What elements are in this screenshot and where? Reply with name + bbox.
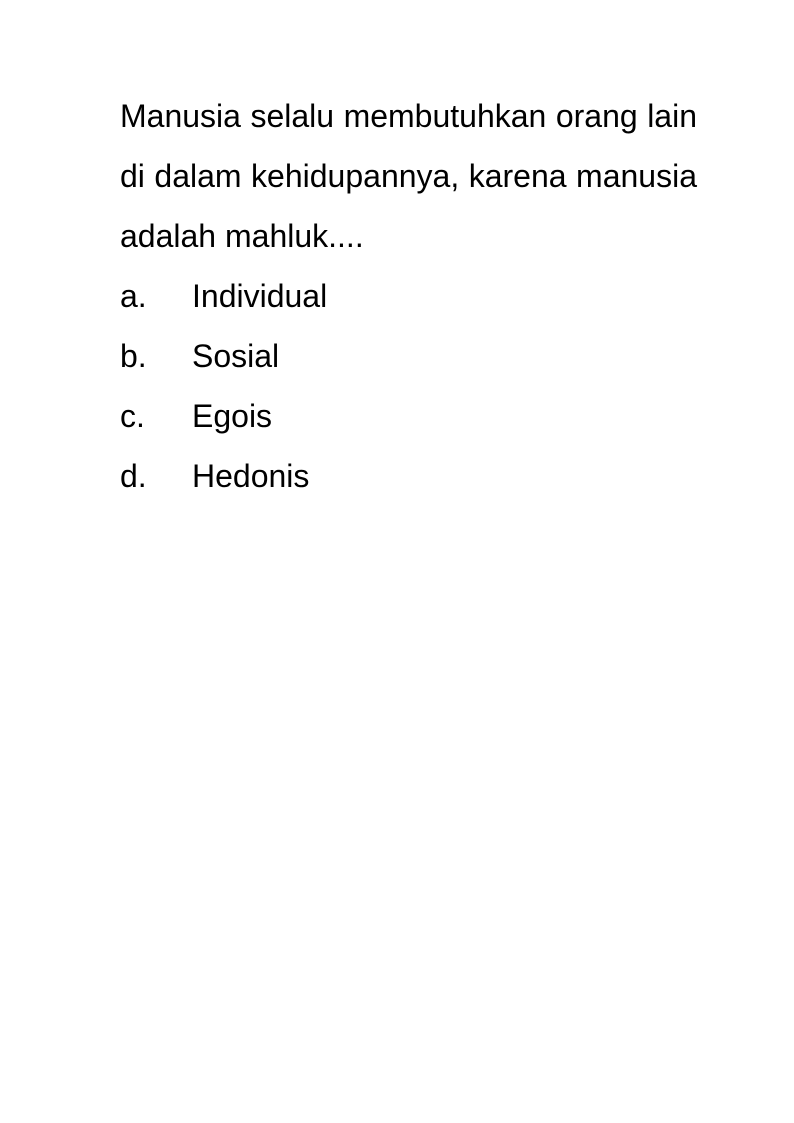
option-b [120,326,697,386]
question-text: Manusia selalu membutuhkan orang lain di dalam kehidupannya, karena manusia adalah mahluk.... [120,98,697,254]
answer-options [120,266,697,506]
option-d [120,446,697,506]
option-text: Individual [192,278,328,314]
option-text: Sosial [192,338,280,374]
option-letter: a. [120,278,147,314]
option-letter: d. [120,458,147,494]
option-c [120,386,697,446]
option-text: Hedonis [192,458,310,494]
option-text: Egois [192,398,273,434]
option-letter: b. [120,338,147,374]
option-a [120,266,697,326]
question-block [120,86,697,506]
option-letter: c. [120,398,145,434]
